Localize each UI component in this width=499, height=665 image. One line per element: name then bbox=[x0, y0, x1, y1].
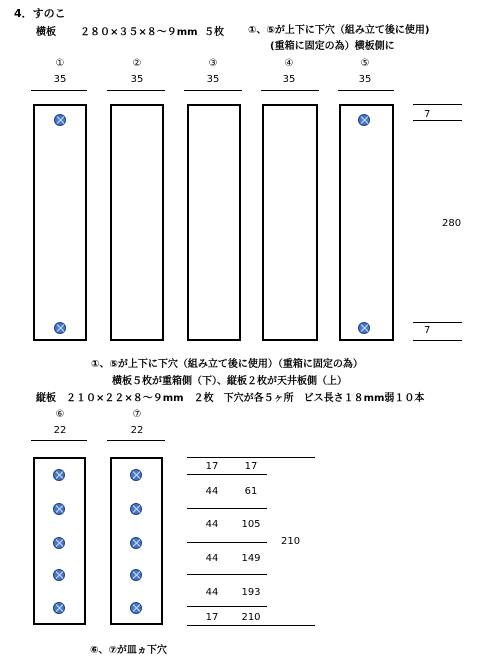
gap-cell: 17 bbox=[205, 461, 219, 472]
board-number-5: ⑤ bbox=[360, 58, 370, 69]
board-number-1: ① bbox=[55, 58, 65, 69]
spec-dimensions: ２８０×３５×８～９mm bbox=[80, 27, 198, 38]
cum-cell: 210 bbox=[241, 612, 261, 623]
vboard-number-6: ⑥ bbox=[55, 409, 65, 420]
dim-bottom-7: 7 bbox=[424, 325, 431, 336]
vboard-width-6: 22 bbox=[53, 425, 67, 436]
vertical-board-7 bbox=[110, 457, 163, 625]
note-line-3: 縦板 ２１０×２２×８～９mm ２枚 下穴が各５ヶ所 ビス長さ１８mm弱１０本 bbox=[36, 393, 425, 404]
board-number-2: ② bbox=[132, 58, 142, 69]
board-4 bbox=[262, 104, 318, 341]
board-number-4: ④ bbox=[284, 58, 294, 69]
screw-hole-icon bbox=[358, 322, 370, 334]
spec-count: ５枚 bbox=[204, 27, 224, 38]
screw-hole-icon bbox=[53, 503, 65, 515]
cum-cell: 17 bbox=[244, 461, 258, 472]
screw-hole-icon bbox=[130, 503, 142, 515]
note-line-1: ①、⑤が上下に下穴（組み立て後に使用）（重箱に固定の為） bbox=[91, 359, 363, 370]
gap-cell: 44 bbox=[205, 486, 219, 497]
dim-top-7: 7 bbox=[424, 109, 431, 120]
screw-hole-icon bbox=[53, 537, 65, 549]
screw-hole-icon bbox=[54, 322, 66, 334]
screw-hole-icon bbox=[358, 114, 370, 126]
spec-part: 横板 bbox=[36, 27, 56, 38]
screw-hole-icon bbox=[130, 569, 142, 581]
vertical-board-6 bbox=[33, 457, 86, 625]
board-number-3: ③ bbox=[208, 58, 218, 69]
gap-cell: 44 bbox=[205, 587, 219, 598]
screw-hole-icon bbox=[130, 537, 142, 549]
screw-hole-icon bbox=[130, 602, 142, 614]
board-2 bbox=[110, 104, 164, 341]
total-length: 210 bbox=[281, 536, 301, 547]
screw-hole-icon bbox=[53, 569, 65, 581]
footer-note: ⑥、⑦が皿ヵ下穴 bbox=[90, 645, 167, 656]
spec-note-2: (重箱に固定の為）横板側に bbox=[270, 41, 395, 52]
cum-cell: 61 bbox=[244, 486, 258, 497]
cum-cell: 105 bbox=[241, 519, 261, 530]
cum-cell: 193 bbox=[241, 587, 261, 598]
vboard-width-7: 22 bbox=[130, 425, 144, 436]
board-width-1: 35 bbox=[53, 74, 67, 85]
gap-cell: 44 bbox=[205, 553, 219, 564]
vboard-number-7: ⑦ bbox=[132, 409, 142, 420]
screw-hole-icon bbox=[53, 469, 65, 481]
board-width-5: 35 bbox=[358, 74, 372, 85]
gap-cell: 44 bbox=[205, 519, 219, 530]
screw-hole-icon bbox=[130, 469, 142, 481]
board-3 bbox=[187, 104, 241, 341]
gap-cell: 17 bbox=[205, 612, 219, 623]
screw-hole-icon bbox=[54, 114, 66, 126]
screw-hole-icon bbox=[53, 602, 65, 614]
board-5 bbox=[339, 104, 394, 341]
section-title: 4．すのこ bbox=[14, 7, 66, 20]
cum-cell: 149 bbox=[241, 553, 261, 564]
board-width-4: 35 bbox=[282, 74, 296, 85]
board-width-2: 35 bbox=[130, 74, 144, 85]
board-1 bbox=[33, 104, 87, 341]
spec-note-1: ①、⑤が上下に下穴（組み立て後に使用) bbox=[248, 25, 430, 36]
note-line-2: 横板５枚が重箱側（下）、縦板２枚が天井板側（上） bbox=[112, 376, 347, 387]
dim-length-280: 280 bbox=[442, 218, 462, 229]
board-width-3: 35 bbox=[206, 74, 220, 85]
